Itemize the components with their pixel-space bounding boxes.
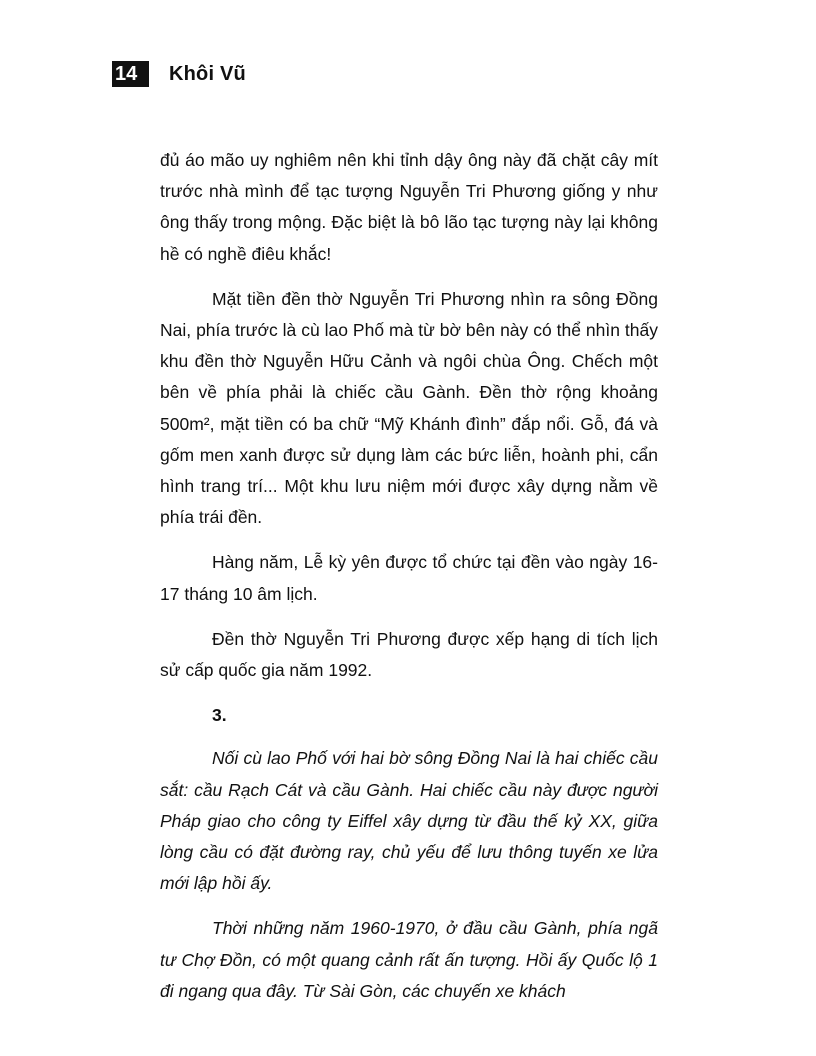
paragraph-1960s-scene: Thời những năm 1960-1970, ở đầu cầu Gành, phía ngã tư Chợ Đồn, có một quang cảnh rất ấn tượng. Hồi ấy Quốc lộ 1 đi ngang qua đây. Từ Sài Gòn, các chuyến xe khách xyxy=(160,918,658,1001)
paragraph-temple-facade: Mặt tiền đền thờ Nguyễn Tri Phương nhìn ra sông Đồng Nai, phía trước là cù lao Phố mà từ bờ bên này có thể nhìn thấy khu đền thờ Nguyễn Hữu Cảnh và ngôi chùa Ông. Chếch một bên về phía phải là chiếc cầu Gành. Đền thờ rộng khoảng 500m², mặt tiền có ba chữ “Mỹ Khánh đình” đắp nổi. Gỗ, đá và gốm men xanh được sử dụng làm các bức liễn, hoành phi, cẩn hình trang trí... Một khu lưu niệm mới được xây dựng nằm về phía trái đền. xyxy=(160,288,658,528)
running-head-author: Khôi Vũ xyxy=(169,63,246,85)
paragraph-continuation: đủ áo mão uy nghiêm nên khi tỉnh dậy ông này đã chặt cây mít trước nhà mình để tạc tượng Nguyễn Tri Phương giống y như ông thấy trong mộng. Đặc biệt là bô lão tạc tượng này lại không hề có nghề điêu khắc! xyxy=(160,150,658,264)
body-text xyxy=(160,145,658,1007)
paragraph-national-relic: Đền thờ Nguyễn Tri Phương được xếp hạng di tích lịch sử cấp quốc gia năm 1992. xyxy=(160,628,658,681)
paragraph-ky-yen-festival: Hàng năm, Lễ kỳ yên được tổ chức tại đền vào ngày 16-17 tháng 10 âm lịch. xyxy=(160,552,658,604)
page-header xyxy=(112,60,246,88)
section-number: 3. xyxy=(212,705,227,726)
paragraph-iron-bridges: Nối cù lao Phố với hai bờ sông Đồng Nai là hai chiếc cầu sắt: cầu Rạch Cát và cầu Gành. Hai chiếc cầu này được người Pháp giao cho công ty Eiffel xây dựng từ đầu thế kỷ XX, giữa lòng cầu có đặt đường ray, chủ yếu để lưu thông tuyến xe lửa mới lập hồi ấy. xyxy=(160,748,658,894)
page-number: 14 xyxy=(112,61,149,87)
